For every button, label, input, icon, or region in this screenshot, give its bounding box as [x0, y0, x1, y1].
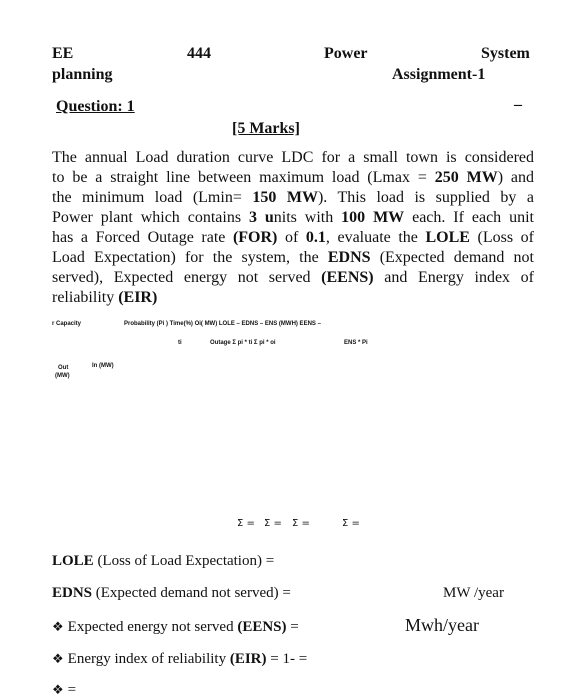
paragraph-line — [52, 168, 534, 188]
table-capacity-header: r Capacity — [52, 321, 82, 327]
text: Load Expectation) for the system, the — [52, 249, 328, 266]
header-ee: EE — [52, 45, 74, 62]
final-answer-line — [52, 682, 76, 699]
diamond-bullet-icon: ❖ — [52, 620, 64, 635]
question-dash: – — [514, 96, 522, 113]
table-ti: ti — [178, 340, 182, 346]
text: and Energy index of — [373, 269, 535, 286]
eens-label: (EENS) — [237, 619, 287, 635]
lole-answer-line — [52, 553, 274, 570]
sum-cell: Σ = — [292, 518, 310, 529]
text: Energy index of reliability — [67, 651, 230, 667]
paragraph-line — [52, 148, 534, 168]
text: nits with — [273, 209, 342, 226]
header-system: System — [481, 45, 530, 62]
question-label: Question: 1 — [56, 98, 135, 115]
text: , evaluate the — [325, 229, 426, 246]
for-term: (FOR) — [232, 229, 278, 246]
eir-label: (EIR) — [229, 651, 267, 667]
paragraph-line — [52, 268, 534, 288]
paragraph-line — [52, 228, 534, 248]
text: (Loss of — [469, 229, 534, 246]
for-value: 0.1 — [305, 229, 326, 246]
table-outage-row: Outage Σ pi * ti Σ pi * oi — [210, 340, 276, 346]
lole-label: LOLE — [52, 553, 94, 569]
paragraph-line — [52, 208, 534, 228]
table-out-mw: (MW) — [55, 373, 70, 379]
eens-unit: Mwh/year — [405, 615, 479, 635]
paragraph-line — [52, 288, 534, 308]
problem-statement — [52, 148, 534, 308]
table-out: Out — [58, 365, 69, 371]
eens-term: (EENS) — [321, 269, 374, 286]
text: Power plant which contains — [52, 209, 249, 226]
sum-cell: Σ = — [237, 518, 255, 529]
edns-term: EDNS — [327, 249, 371, 266]
eens-answer-line — [52, 619, 299, 636]
header-power: Power — [324, 45, 368, 62]
text: (Expected demand not served) = — [92, 585, 291, 601]
header-planning: planning — [52, 66, 113, 83]
sum-cell: Σ = — [342, 518, 360, 529]
text: The annual Load duration curve LDC for a small town is considered — [52, 149, 534, 166]
question-marks: [5 Marks] — [232, 120, 300, 137]
diamond-bullet-icon: ❖ — [52, 683, 64, 698]
text: of — [277, 229, 306, 246]
text: = — [286, 619, 299, 635]
paragraph-line — [52, 188, 534, 208]
paragraph-line — [52, 248, 534, 268]
edns-answer-line — [52, 585, 291, 602]
eir-term: (EIR) — [118, 289, 158, 306]
lmax-value: 250 MW — [434, 169, 498, 186]
text: has a Forced Outage rate — [52, 229, 233, 246]
lmin-value: 150 MW — [252, 189, 318, 206]
text: the minimum load (Lmin= — [52, 189, 253, 206]
text: to be a straight line between maximum load (Lmax = — [52, 169, 435, 186]
text: reliability — [52, 289, 119, 306]
text: served), Expected energy not served — [52, 269, 322, 286]
header-course-number: 444 — [187, 45, 211, 62]
text: ) and — [497, 169, 534, 186]
unit-capacity: 100 MW — [341, 209, 405, 226]
text: (Loss of Load Expectation) = — [93, 553, 275, 569]
text: (Expected demand not — [370, 249, 534, 266]
text: ). This load is supplied by a — [317, 189, 534, 206]
text: = — [67, 682, 77, 698]
table-ens-pi: ENS * Pi — [344, 340, 368, 346]
units-count: 3 u — [248, 209, 274, 226]
table-in-mw: In (MW) — [92, 363, 114, 369]
text: each. If each unit — [404, 209, 534, 226]
header-assignment: Assignment-1 — [392, 66, 486, 83]
diamond-bullet-icon: ❖ — [52, 652, 64, 667]
lole-term: LOLE — [425, 229, 470, 246]
text: Expected energy not served — [67, 619, 238, 635]
eir-answer-line — [52, 651, 307, 668]
edns-label: EDNS — [52, 585, 93, 601]
sum-cell: Σ = — [264, 518, 282, 529]
table-header-row: Probability (Pi ) Time(%) Oi( MW) LOLE – EDNS – ENS (MWH) EENS – — [124, 321, 321, 327]
edns-unit: MW /year — [443, 585, 504, 601]
text: = 1- = — [266, 651, 308, 667]
